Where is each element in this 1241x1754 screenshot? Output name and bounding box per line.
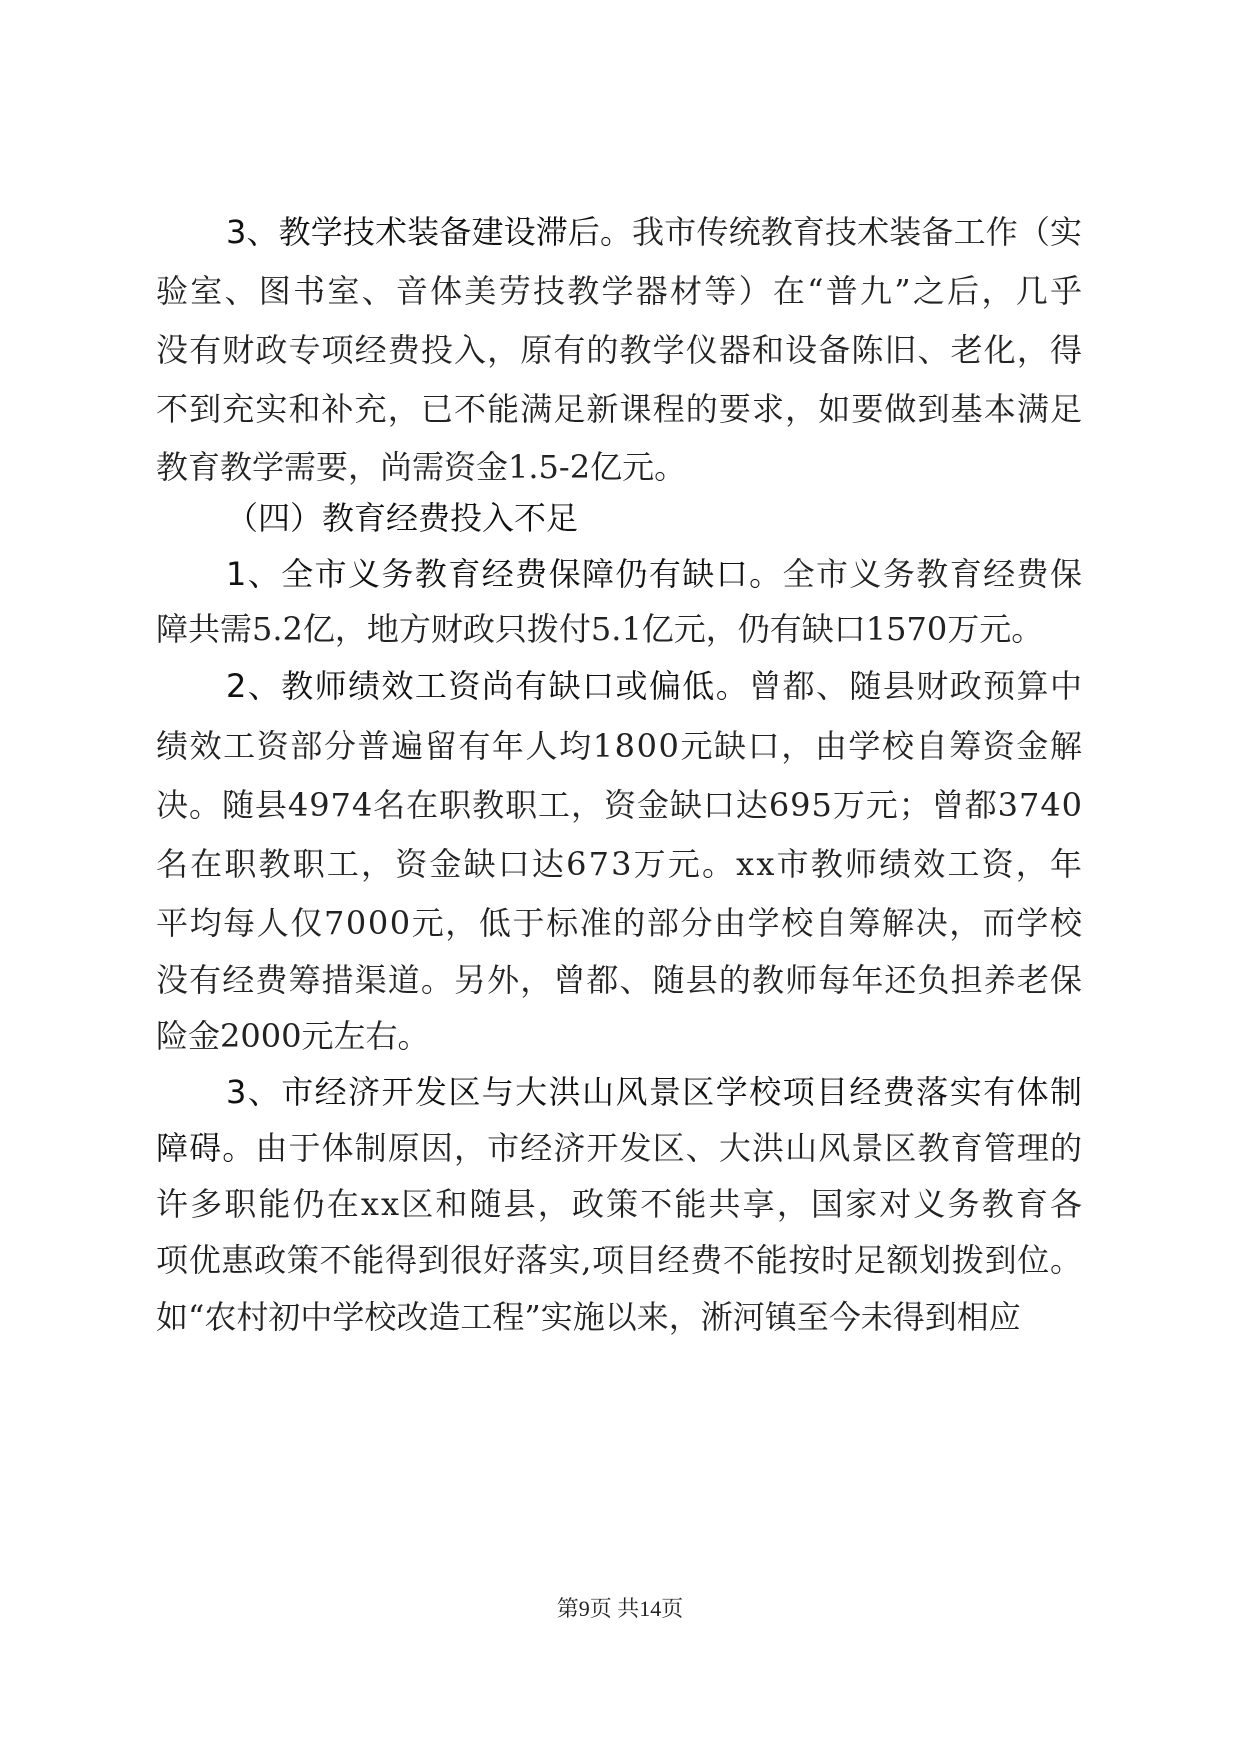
bold-heading-text: （四）教育经费投入不足 <box>226 499 579 537</box>
text-line <box>156 610 1043 648</box>
text-line <box>156 1017 429 1055</box>
text-line <box>156 390 1082 428</box>
bold-heading-text: 障碍。 <box>156 1129 255 1167</box>
body-text: 教育教学需要，尚需资金1.5-2亿元。 <box>156 448 687 486</box>
body-text: 由于体制原因，市经济开发区、大洪山风景区教育管理的 <box>255 1129 1082 1167</box>
body-text: 不到充实和补充，已不能满足新课程的要求，如要做到基本满足 <box>156 390 1082 428</box>
text-line <box>226 1073 1082 1111</box>
text-layer <box>156 213 1083 1336</box>
text-line <box>226 555 1082 593</box>
body-text: 项优惠政策不能得到很好落实,项目经费不能按时足额划拨到位。 <box>156 1241 1082 1279</box>
body-text: 曾都、随县财政预算中 <box>749 667 1082 705</box>
body-text: 如“农村初中学校改造工程”实施以来，淅河镇至今未得到相应 <box>156 1298 1021 1336</box>
text-line <box>156 1129 1082 1167</box>
text-line <box>156 448 686 486</box>
text-line <box>156 961 1082 999</box>
page-number-footer: 第9页 共14页 <box>556 1596 684 1621</box>
text-line <box>156 727 1082 765</box>
body-text: 许多职能仍在xx区和随县，政策不能共享，国家对义务教育各 <box>156 1185 1082 1223</box>
body-text: 验室、图书室、音体美劳技教学器材等）在“普九”之后，几乎 <box>156 272 1082 310</box>
body-text: 我市传统教育技术装备工作（实 <box>632 213 1082 251</box>
text-line <box>226 213 1082 251</box>
text-line <box>156 1241 1082 1279</box>
text-line <box>156 331 1082 369</box>
text-line <box>156 272 1082 310</box>
bold-heading-text: 3、市经济开发区与大洪山风景区学校项目经费落实有体制 <box>226 1073 1082 1111</box>
text-line <box>226 667 1082 705</box>
body-text: 险金2000元左右。 <box>156 1017 430 1055</box>
body-text: 障共需5.2亿，地方财政只拨付5.1亿元，仍有缺口1570万元。 <box>156 610 1044 648</box>
body-text: 决。随县4974名在职教职工，资金缺口达695万元；曾都3740 <box>156 786 1082 824</box>
body-text: 平均每人仅7000元，低于标准的部分由学校自筹解决，而学校 <box>156 904 1082 942</box>
body-text: 全市义务教育经费保 <box>782 555 1082 593</box>
text-line <box>156 1185 1082 1223</box>
text-line <box>226 499 578 537</box>
body-text: 没有财政专项经费投入，原有的教学仪器和设备陈旧、老化，得 <box>156 331 1082 369</box>
bold-heading-text: 3、教学技术装备建设滞后。 <box>226 213 633 251</box>
body-text: 没有经费筹措渠道。另外，曾都、随县的教师每年还负担养老保 <box>156 961 1082 999</box>
body-text: 名在职教职工，资金缺口达673万元。xx市教师绩效工资，年 <box>156 845 1082 883</box>
text-line <box>156 1298 1021 1336</box>
text-line <box>156 904 1083 942</box>
bold-heading-text: 2、教师绩效工资尚有缺口或偏低。 <box>226 667 748 705</box>
text-line <box>156 845 1082 883</box>
body-text: 绩效工资部分普遍留有年人均1800元缺口，由学校自筹资金解 <box>156 727 1082 765</box>
bold-heading-text: 1、全市义务教育经费保障仍有缺口。 <box>226 555 782 593</box>
text-line <box>156 786 1082 824</box>
